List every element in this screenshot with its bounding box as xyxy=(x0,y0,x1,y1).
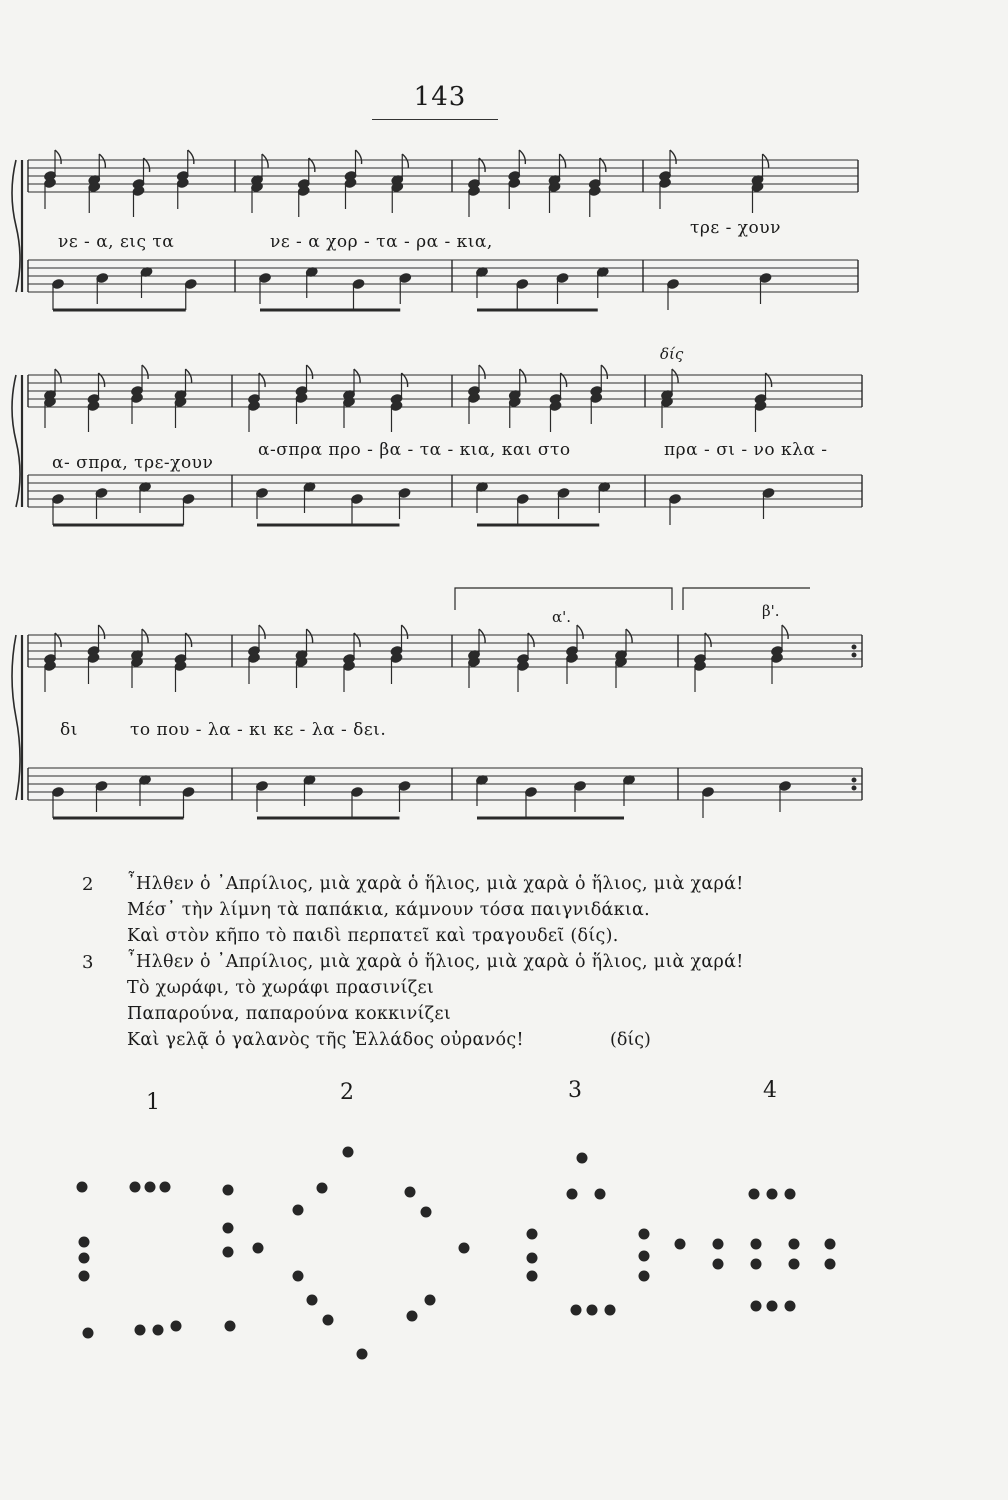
verse-line: Καὶ γελᾷ ὁ γαλανὸς τῆς Ἑλλάδος οὐρανός! xyxy=(127,1030,524,1050)
dancer-dot-figure-1 xyxy=(79,1253,90,1264)
lyric-system-1-c: τρε - χουν xyxy=(690,218,781,238)
dancer-dot-figure-4 xyxy=(785,1189,796,1200)
flag xyxy=(356,150,362,164)
dancer-dot-figure-2 xyxy=(425,1295,436,1306)
dancer-dot-figure-4 xyxy=(751,1239,762,1250)
flag xyxy=(672,369,678,383)
repeat-dot xyxy=(852,653,856,657)
figure-label-3: 3 xyxy=(568,1078,582,1103)
brace xyxy=(12,635,20,800)
dancer-dot-figure-1 xyxy=(171,1321,182,1332)
flag xyxy=(55,369,61,383)
flag xyxy=(763,154,769,168)
dancer-dot-figure-3 xyxy=(577,1153,588,1164)
flag xyxy=(307,629,313,643)
flag xyxy=(577,625,583,639)
flag xyxy=(479,365,485,379)
flag xyxy=(188,150,194,164)
flag xyxy=(259,625,265,639)
dancer-dot-figure-2 xyxy=(407,1311,418,1322)
flag xyxy=(262,154,268,168)
dancer-dot-figure-4 xyxy=(767,1301,778,1312)
lyric-system-1-b: νε - α χορ - τα - ρα - κια, xyxy=(270,232,493,252)
flag xyxy=(520,369,526,383)
dancer-dot-figure-2 xyxy=(459,1243,470,1254)
dancer-dot-figure-1 xyxy=(135,1325,146,1336)
lyric-system-1-a: νε - α, εις τα xyxy=(58,232,175,252)
flag xyxy=(99,625,105,639)
repeat-dot xyxy=(852,786,856,790)
flag xyxy=(782,625,788,639)
dancer-dot-figure-1 xyxy=(130,1182,141,1193)
volta-bracket-2 xyxy=(683,588,810,610)
verse-line: Παπαρούνα, παπαρούνα κοκκινίζει xyxy=(127,1004,451,1024)
dancer-dot-figure-2 xyxy=(405,1187,416,1198)
figure-label-1: 1 xyxy=(146,1090,160,1115)
dancer-dot-figure-1 xyxy=(153,1325,164,1336)
dancer-dot-figure-4 xyxy=(751,1301,762,1312)
dancer-dot-figure-2 xyxy=(293,1271,304,1282)
dancer-dot-figure-4 xyxy=(789,1259,800,1270)
verse-number: 2 xyxy=(82,874,94,895)
lyric-system-2-c: πρα - σι - νο κλα - xyxy=(664,440,828,460)
flag xyxy=(99,154,105,168)
dancer-dot-figure-3 xyxy=(639,1251,650,1262)
verse-number: 3 xyxy=(82,952,94,973)
dance-figures xyxy=(0,1140,1008,1400)
volta-2-label: β'. xyxy=(762,602,780,620)
verse-line: Τὸ χωράφι, τὸ χωράφι πρασινίζει xyxy=(127,978,435,998)
dancer-dot-figure-2 xyxy=(343,1147,354,1158)
flag xyxy=(402,625,408,639)
flag xyxy=(142,629,148,643)
lyric-system-2-b: α-σπρα προ - βα - τα - κια, και στο xyxy=(258,440,571,460)
dancer-dot-figure-4 xyxy=(767,1189,778,1200)
dancer-dot-figure-4 xyxy=(713,1239,724,1250)
dancer-dot-figure-4 xyxy=(789,1239,800,1250)
flag xyxy=(55,150,61,164)
verse-line: ῏Ηλθεν ὁ ᾿Απρίλιος, μιὰ χαρὰ ὁ ἥλιος, μιὰ χαρὰ ὁ ἥλιος, μιὰ χαρά! xyxy=(127,952,744,972)
verse-line: ῏Ηλθεν ὁ ᾿Απρίλιος, μιὰ χαρὰ ὁ ἥλιος, μιὰ χαρὰ ὁ ἥλιος, μιὰ χαρά! xyxy=(127,874,744,894)
dancer-dot-figure-1 xyxy=(77,1182,88,1193)
dancer-dot-figure-1 xyxy=(225,1321,236,1332)
dancer-dot-figure-2 xyxy=(323,1315,334,1326)
dancer-dot-figure-3 xyxy=(571,1305,582,1316)
flag xyxy=(560,154,566,168)
lyric-system-3-b: το που - λα - κι κε - λα - δει. xyxy=(130,720,387,740)
dancer-dot-figure-3 xyxy=(595,1189,606,1200)
dancer-dot-figure-2 xyxy=(293,1205,304,1216)
dancer-dot-figure-1 xyxy=(79,1271,90,1282)
dancer-dot-figure-3 xyxy=(605,1305,616,1316)
dancer-dot-figure-1 xyxy=(223,1247,234,1258)
dancer-dot-figure-4 xyxy=(785,1301,796,1312)
flag xyxy=(186,369,192,383)
dancer-dot-figure-3 xyxy=(527,1271,538,1282)
dancer-dot-figure-4 xyxy=(713,1259,724,1270)
figure-label-2: 2 xyxy=(340,1080,354,1105)
lyric-system-2-a: α- σπρα, τρε-χουν xyxy=(52,453,214,473)
verse-line: Καὶ στὸν κῆπο τὸ παιδὶ περπατεῖ καὶ τραγουδεῖ (δίς). xyxy=(127,926,619,946)
volta-1-label: α'. xyxy=(552,608,572,626)
brace xyxy=(12,160,20,292)
dancer-dot-figure-4 xyxy=(825,1239,836,1250)
flag xyxy=(354,369,360,383)
dancer-dot-figure-3 xyxy=(639,1229,650,1240)
dancer-dot-figure-3 xyxy=(639,1271,650,1282)
flag xyxy=(402,154,408,168)
flag xyxy=(670,150,676,164)
dancer-dot-figure-1 xyxy=(145,1182,156,1193)
flag xyxy=(626,629,632,643)
flag xyxy=(307,365,313,379)
figure-label-4: 4 xyxy=(763,1078,777,1103)
repeat-dot xyxy=(852,645,856,649)
dancer-dot-figure-2 xyxy=(317,1183,328,1194)
dancer-dot-figure-4 xyxy=(749,1189,760,1200)
flag xyxy=(519,150,525,164)
dancer-dot-figure-1 xyxy=(223,1185,234,1196)
dancer-dot-figure-2 xyxy=(307,1295,318,1306)
dancer-dot-figure-1 xyxy=(79,1237,90,1248)
dancer-dot-figure-2 xyxy=(421,1207,432,1218)
brace xyxy=(12,375,20,507)
dancer-dot-figure-1 xyxy=(160,1182,171,1193)
dancer-dot-figure-1 xyxy=(223,1223,234,1234)
dancer-dot-figure-1 xyxy=(253,1243,264,1254)
dancer-dot-figure-4 xyxy=(675,1239,686,1250)
repeat-dot xyxy=(852,778,856,782)
dancer-dot-figure-2 xyxy=(357,1349,368,1360)
dancer-dot-figure-4 xyxy=(825,1259,836,1270)
dancer-dot-figure-3 xyxy=(527,1253,538,1264)
bis-mark: δίς xyxy=(660,345,684,363)
page-number-rule xyxy=(372,119,498,120)
page-number: 143 xyxy=(413,82,467,112)
dancer-dot-figure-3 xyxy=(567,1189,578,1200)
flag xyxy=(142,365,148,379)
volta-bracket-1 xyxy=(455,588,672,610)
flag xyxy=(479,629,485,643)
verse-bis: (δίς) xyxy=(610,1030,651,1050)
dancer-dot-figure-3 xyxy=(527,1229,538,1240)
dancer-dot-figure-1 xyxy=(83,1328,94,1339)
dancer-dot-figure-3 xyxy=(587,1305,598,1316)
dancer-dot-figure-4 xyxy=(751,1259,762,1270)
lyric-system-3-a: δι xyxy=(60,720,78,740)
verse-line: Μέσ᾿ τὴν λίμνη τὰ παπάκια, κάμνουν τόσα παιγνιδάκια. xyxy=(127,900,651,920)
flag xyxy=(601,365,607,379)
